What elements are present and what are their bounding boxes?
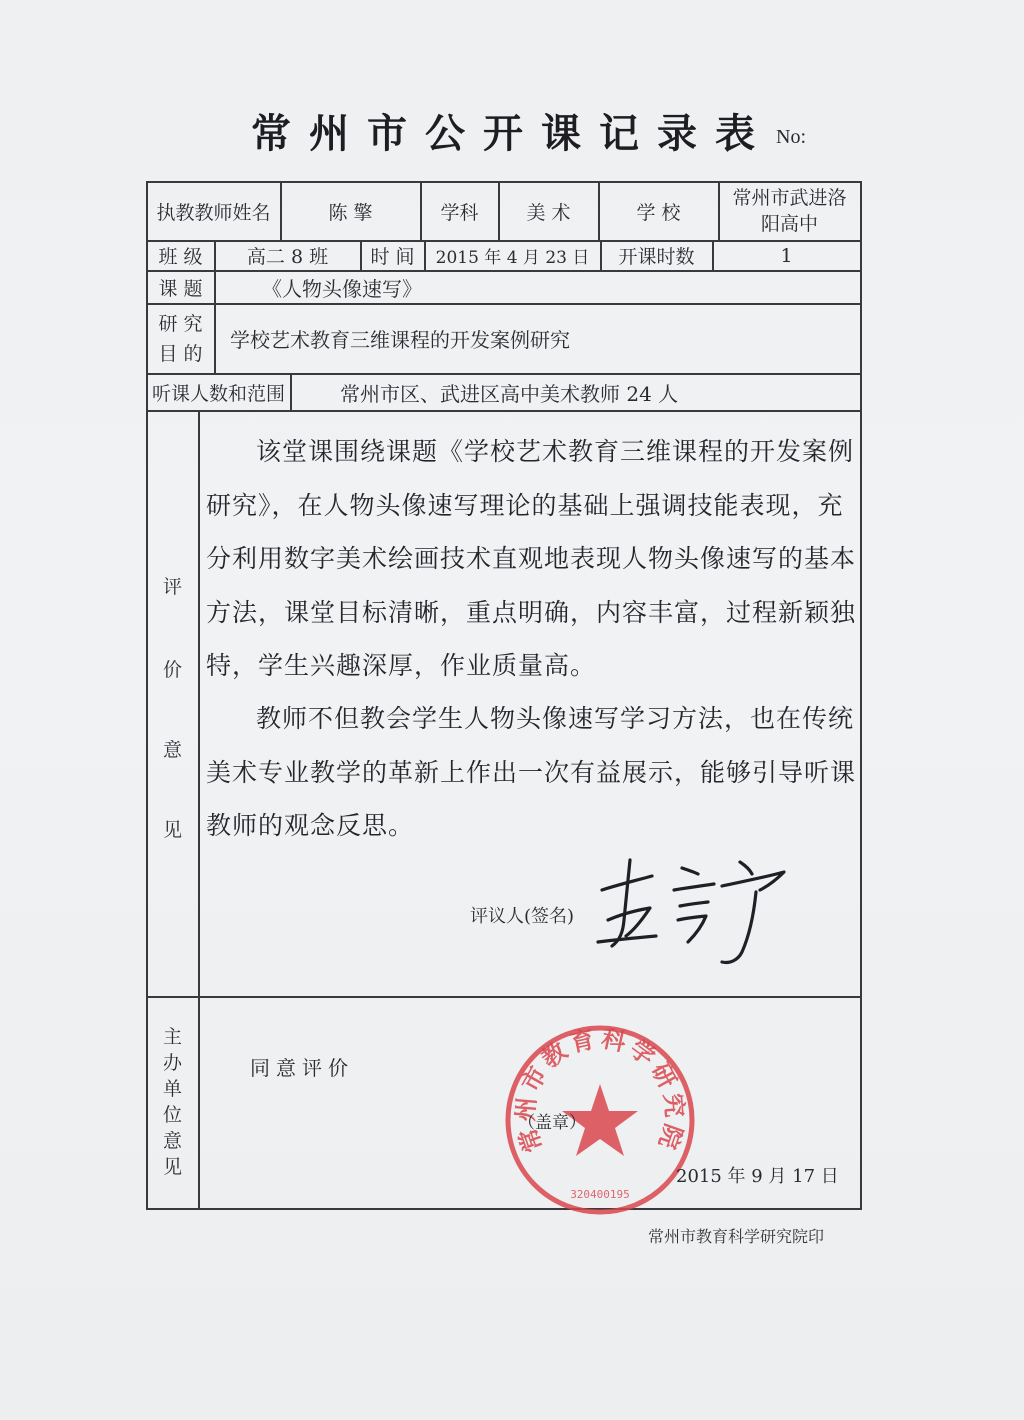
organizer-label-char: 见 xyxy=(162,1156,182,1178)
subject-value: 美 术 xyxy=(526,201,571,224)
organizer-label-char: 主 xyxy=(162,1026,182,1048)
evaluation-paragraph-2: 教师不但教会学生人物头像速写学习方法，也在传统美术专业教学的革新上作出一次有益展示，能够引导听课教师的观念反思。 xyxy=(206,704,857,840)
school-value-line2: 阳高中 xyxy=(760,213,818,235)
evaluation-paragraph-1: 该堂课围绕课题《学校艺术教育三维课程的开发案例研究》，在人物头像速写理论的基础上强调技能表现，充分利用数字美术绘画技术直观地表现人物头像速写的基本方法，课堂目标清晰，重点明确，内容丰富，过程新颖独特，学生兴趣深厚，作业质量高。 xyxy=(206,437,857,680)
organizer-label-char: 意 xyxy=(162,1130,182,1152)
organizer-label-char: 位 xyxy=(162,1104,182,1126)
seal-note: （盖章） xyxy=(518,1113,586,1133)
document-title: 常州市公开课记录表 xyxy=(251,111,773,157)
evaluation-label-char: 价 xyxy=(162,659,182,681)
evaluation-label-char: 见 xyxy=(162,819,182,841)
class-value: 高二 8 班 xyxy=(246,246,329,268)
evaluation-label-char: 意 xyxy=(162,739,182,761)
audience-label: 听课人数和范围 xyxy=(151,382,285,405)
organizer-date: 2015 年 9 月 17 日 xyxy=(676,1166,839,1187)
subject-label: 学科 xyxy=(440,201,479,224)
teacher-name-value: 陈 擎 xyxy=(328,201,373,224)
purpose-label-line1: 研 究 xyxy=(158,312,203,335)
teacher-name-label: 执教教师姓名 xyxy=(156,201,271,224)
svg-text:320400195: 320400195 xyxy=(570,1188,630,1201)
school-value xyxy=(719,182,860,240)
audience-value: 常州市区、武进区高中美术教师 24 人 xyxy=(340,381,679,406)
signer-label: 评议人(签名) xyxy=(470,906,575,927)
time-value: 2015 年 4 月 23 日 xyxy=(435,248,590,268)
svg-text:常州市教育科学研究院: 常州市教育科学研究院 xyxy=(511,1024,689,1157)
hours-value: 1 xyxy=(780,244,793,267)
purpose-label xyxy=(147,304,214,373)
topic-label: 课 题 xyxy=(158,277,203,300)
record-number-label: No: xyxy=(776,126,806,148)
purpose-value: 学校艺术教育三维课程的开发案例研究 xyxy=(230,328,570,352)
time-label: 时 间 xyxy=(370,246,415,268)
organizer-label-char: 办 xyxy=(162,1052,182,1074)
evaluation-label-char: 评 xyxy=(162,576,182,598)
class-label: 班 级 xyxy=(158,246,203,268)
school-label: 学 校 xyxy=(636,201,681,224)
organizer-opinion: 同意评价 xyxy=(250,1056,354,1080)
topic-value: 《人物头像速写》 xyxy=(262,276,422,301)
hours-label: 开课时数 xyxy=(618,246,695,268)
purpose-label-line2: 目 的 xyxy=(158,342,203,365)
seal-caption: 常州市教育科学研究院印 xyxy=(648,1227,825,1246)
handwritten-signature xyxy=(590,850,800,970)
school-value-line1: 常州市武进洛 xyxy=(732,187,847,209)
organizer-label-char: 单 xyxy=(162,1078,182,1100)
